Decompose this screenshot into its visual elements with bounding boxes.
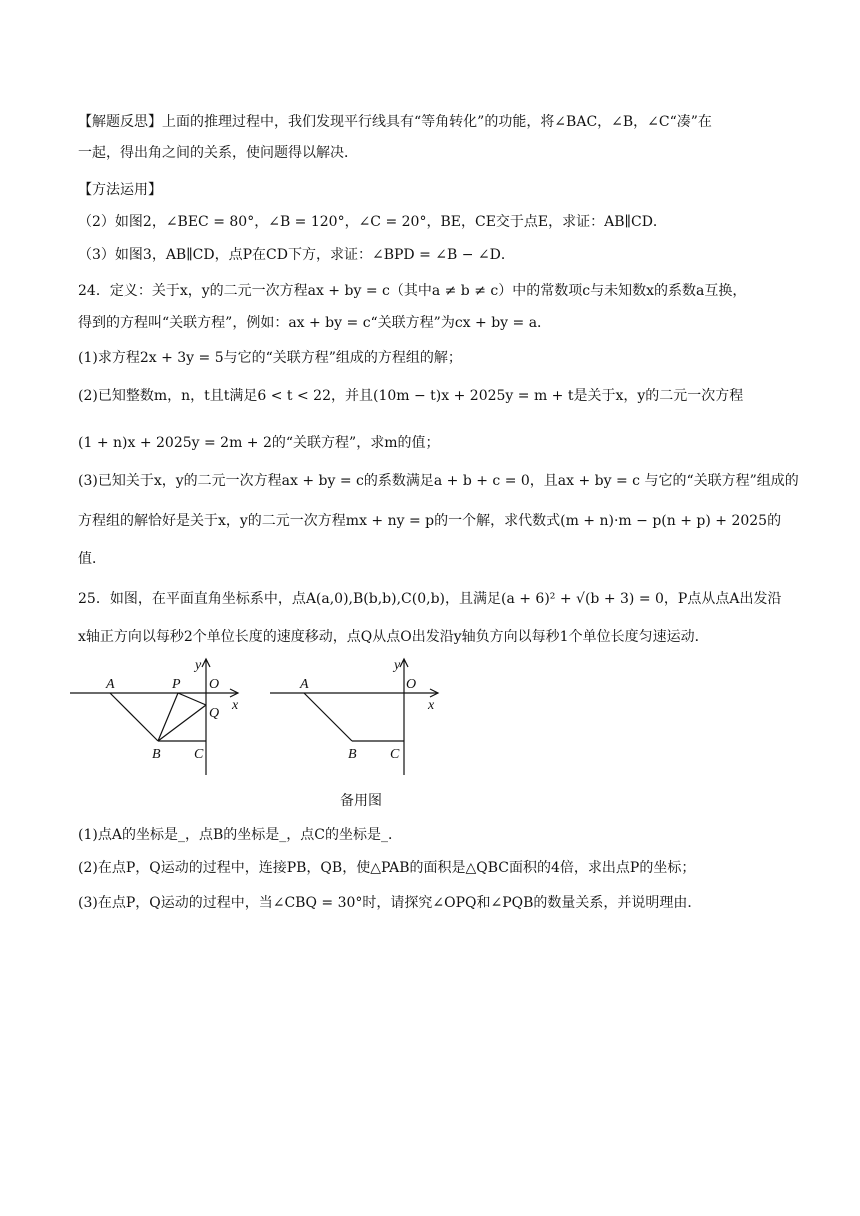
text-line: 值． bbox=[78, 551, 106, 567]
label-Q: Q bbox=[209, 706, 220, 721]
label-O: O bbox=[209, 677, 220, 692]
text-line: 得到的方程叫“关联方程”，例如：ax + by = c“关联方程”为cx + by = a． bbox=[78, 315, 552, 331]
text-line: (2)已知整数m，n，t且t满足6 < t < 22，并且(10m − t)x + 2025y = m + t是关于x，y的二元一次方程 bbox=[78, 388, 744, 404]
label-y: y bbox=[394, 658, 401, 673]
text-line: (3)已知关于x，y的二元一次方程ax + by = c的系数满足a + b + c = 0，且ax + by = c 与它的“关联方程”组成的 bbox=[78, 473, 799, 489]
label-C: C bbox=[194, 747, 204, 762]
text-line: 24．定义：关于x，y的二元一次方程ax + by = c（其中a ≠ b ≠ c）中的常数项c与未知数x的系数a互换， bbox=[78, 283, 747, 299]
figure-main bbox=[70, 655, 260, 780]
text-line: 【解题反思】上面的推理过程中，我们发现平行线具有“等角转化”的功能，将∠BAC，∠B，∠C“凑”在 bbox=[78, 114, 712, 130]
segment-AB bbox=[304, 693, 352, 741]
label-y: y bbox=[195, 658, 202, 673]
label-B: B bbox=[348, 747, 357, 762]
label-A: A bbox=[106, 677, 115, 692]
text-line: 方程组的解恰好是关于x，y的二元一次方程mx + ny = p的一个解，求代数式(m + n)·m − p(n + p) + 2025的 bbox=[78, 513, 782, 529]
text-line: （2）如图2，∠BEC = 80°，∠B = 120°，∠C = 20°，BE，CE交于点E，求证：AB∥CD． bbox=[78, 214, 667, 230]
text-line: (1)求方程2x + 3y = 5与它的“关联方程”组成的方程组的解； bbox=[78, 350, 462, 366]
text-line: （3）如图3，AB∥CD，点P在CD下方，求证：∠BPD = ∠B − ∠D． bbox=[78, 247, 515, 263]
text-line: 25．如图，在平面直角坐标系中，点A(a,0),B(b,b),C(0,b)，且满足(a + 6)² + √(b + 3) = 0，P点从点A出发沿 bbox=[78, 591, 782, 607]
label-A: A bbox=[300, 677, 309, 692]
label-P: P bbox=[172, 677, 181, 692]
question-2: (2)在点P，Q运动的过程中，连接PB，QB，使△PAB的面积是△QBC面积的4倍，求出点P的坐标； bbox=[78, 860, 696, 876]
text-line: x轴正方向以每秒2个单位长度的速度移动，点Q从点O出发沿y轴负方向以每秒1个单位长度匀速运动． bbox=[78, 629, 709, 645]
figure-caption: 备用图 bbox=[340, 793, 382, 809]
text-line: 【方法运用】 bbox=[78, 182, 162, 198]
label-B: B bbox=[152, 747, 161, 762]
figure-backup bbox=[270, 655, 460, 780]
label-x: x bbox=[232, 698, 239, 713]
text-line: (1 + n)x + 2025y = 2m + 2的“关联方程”，求m的值； bbox=[78, 435, 440, 451]
label-C: C bbox=[390, 747, 400, 762]
label-x: x bbox=[428, 698, 435, 713]
question-1: (1)点A的坐标是_，点B的坐标是_，点C的坐标是_． bbox=[78, 827, 402, 843]
segment-PQ bbox=[178, 693, 206, 705]
label-O: O bbox=[406, 677, 417, 692]
question-3: (3)在点P，Q运动的过程中，当∠CBQ = 30°时，请探究∠OPQ和∠PQB的数量关系，并说明理由． bbox=[78, 895, 702, 911]
segment-AB bbox=[110, 693, 158, 741]
text-line: 一起，得出角之间的关系，使问题得以解决． bbox=[78, 145, 358, 161]
